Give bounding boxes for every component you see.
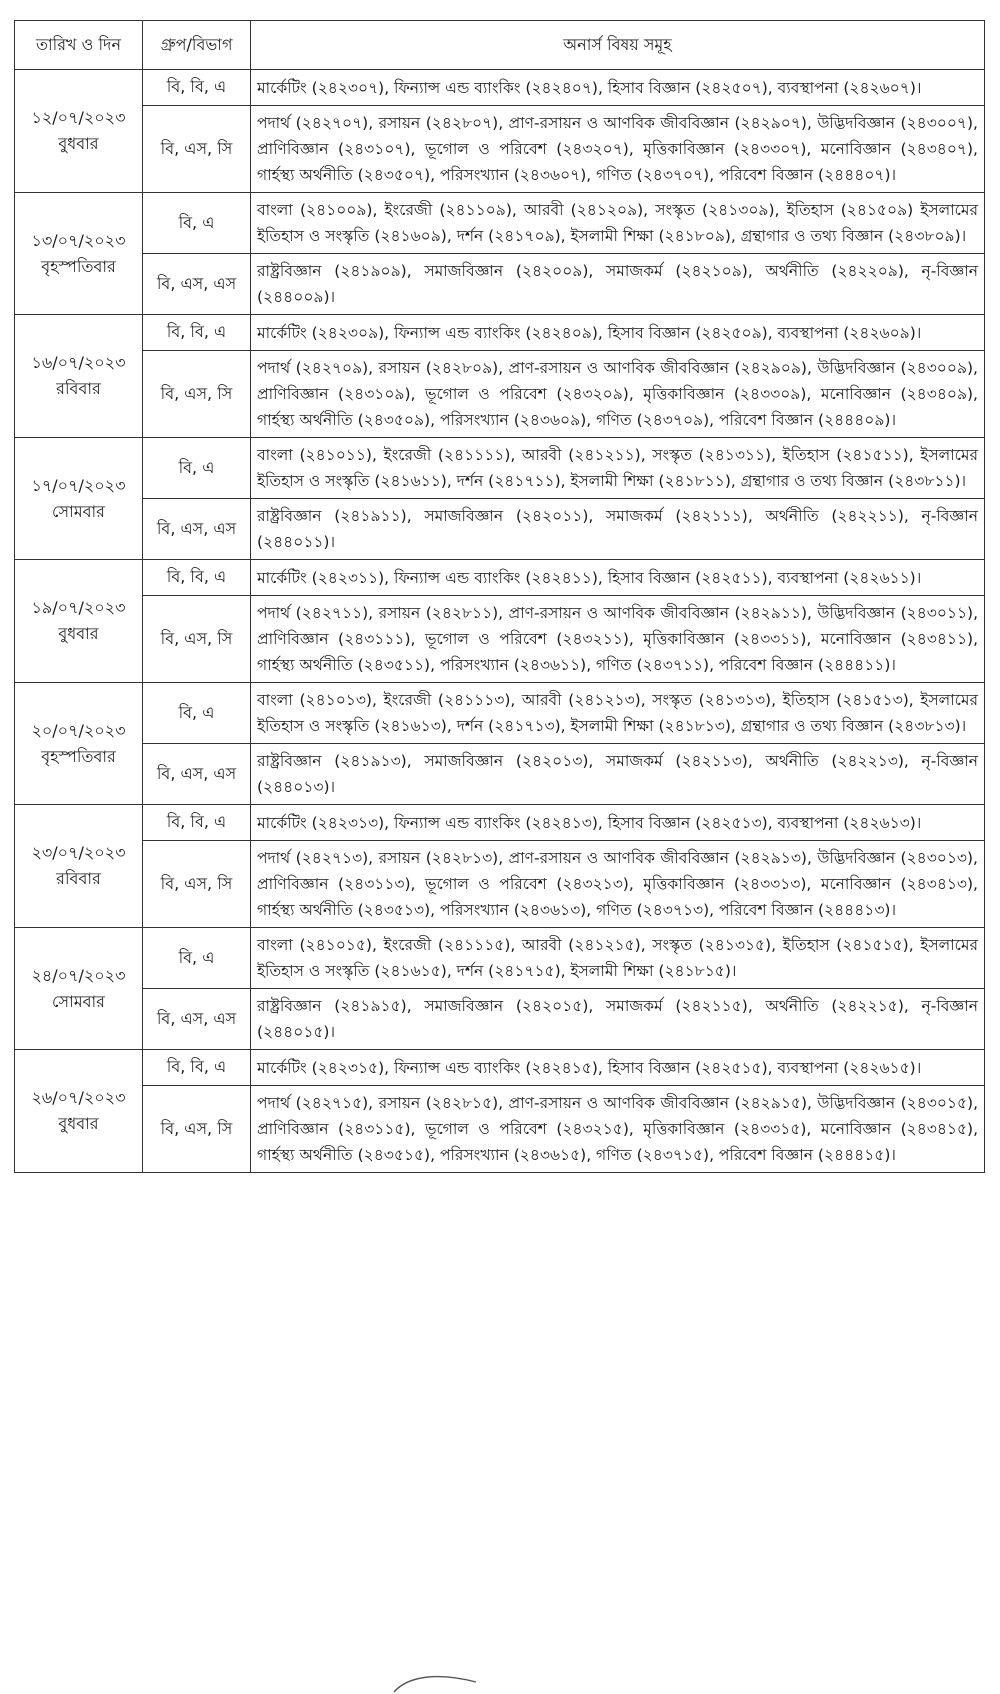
group-cell: বি, এ	[143, 683, 251, 744]
subjects-cell: পদার্থ (২৪২৭১৩), রসায়ন (২৪২৮১৩), প্রাণ-রসায়ন ও আণবিক জীববিজ্ঞান (২৪২৯১৩), উদ্ভিদবিজ্ঞান (২৪৩০১৩), প্রাণিবিজ্ঞান (২৪৩১১৩), ভূগোল ও পরিবেশ (২৪৩২১৩), মৃত্তিকাবিজ্ঞান (২৪৩৩১৩), মনোবিজ্ঞান (২৪৩৪১৩), গার্হস্থ্য অর্থনীতি (২৪৩৫১৩), পরিসংখ্যান (২৪৩৬১৩), গণিত (২৪৩৭১৩), পরিবেশ বিজ্ঞান (২৪৪৪১৩)।	[251, 841, 985, 928]
date-cell	[15, 805, 143, 928]
exam-weekday: বৃহস্পতিবার	[41, 746, 116, 766]
subjects-cell: বাংলা (২৪১০১৩), ইংরেজী (২৪১১১৩), আরবী (২৪১২১৩), সংস্কৃত (২৪১৩১৩), ইতিহাস (২৪১৫১৩), ইসলামের ইতিহাস ও সংস্কৃতি (২৪১৬১৩), দর্শন (২৪১৭১৩), ইসলামী শিক্ষা (২৪১৮১৩), গ্রন্থাগার ও তথ্য বিজ্ঞান (২৪৩৮১৩)।	[251, 683, 985, 744]
exam-weekday: বুধবার	[58, 1114, 99, 1133]
group-cell: বি, এস, সি	[143, 841, 251, 928]
group-cell: বি, এ	[143, 193, 251, 254]
date-cell	[15, 1050, 143, 1173]
subjects-cell: মার্কেটিং (২৪২৩১৫), ফিন্যান্স এন্ড ব্যাংকিং (২৪২৪১৫), হিসাব বিজ্ঞান (২৪২৫১৫), ব্যবস্থাপনা (২৪২৬১৫)।	[251, 1050, 985, 1086]
date-cell	[15, 560, 143, 683]
exam-weekday: বৃহস্পতিবার	[41, 256, 116, 276]
subjects-cell: রাষ্ট্রবিজ্ঞান (২৪১৯১১), সমাজবিজ্ঞান (২৪২০১১), সমাজকর্ম (২৪২১১১), অর্থনীতি (২৪২২১১), নৃ-বিজ্ঞান (২৪৪০১১)।	[251, 499, 985, 560]
subjects-cell: পদার্থ (২৪২৭০৭), রসায়ন (২৪২৮০৭), প্রাণ-রসায়ন ও আণবিক জীববিজ্ঞান (২৪২৯০৭), উদ্ভিদবিজ্ঞান (২৪৩০০৭), প্রাণিবিজ্ঞান (২৪৩১০৭), ভূগোল ও পরিবেশ (২৪৩২০৭), মৃত্তিকাবিজ্ঞান (২৪৩৩০৭), মনোবিজ্ঞান (২৪৩৪০৭), গার্হস্থ্য অর্থনীতি (২৪৩৫০৭), পরিসংখ্যান (২৪৩৬০৭), গণিত (২৪৩৭০৭), পরিবেশ বিজ্ঞান (২৪৪৪০৭)।	[251, 106, 985, 193]
schedule-row	[15, 560, 985, 596]
schedule-row	[15, 928, 985, 989]
exam-date: ১৩/০৭/২০২৩	[31, 230, 126, 250]
group-cell: বি, এ	[143, 928, 251, 989]
date-cell	[15, 438, 143, 560]
exam-date: ১২/০৭/২০২৩	[31, 108, 126, 127]
subjects-cell: মার্কেটিং (২৪২৩০৭), ফিন্যান্স এন্ড ব্যাংকিং (২৪২৪০৭), হিসাব বিজ্ঞান (২৪২৫০৭), ব্যবস্থাপনা (২৪২৬০৭)।	[251, 70, 985, 106]
schedule-row	[15, 744, 985, 805]
subjects-cell: মার্কেটিং (২৪২৩১৩), ফিন্যান্স এন্ড ব্যাংকিং (২৪২৪১৩), হিসাব বিজ্ঞান (২৪২৫১৩), ব্যবস্থাপনা (২৪২৬১৩)।	[251, 805, 985, 841]
exam-schedule-table	[14, 20, 985, 1173]
schedule-row	[15, 315, 985, 351]
schedule-body	[15, 70, 985, 1173]
exam-weekday: সোমবার	[52, 501, 105, 521]
subjects-cell: মার্কেটিং (২৪২৩০৯), ফিন্যান্স এন্ড ব্যাংকিং (২৪২৪০৯), হিসাব বিজ্ঞান (২৪২৫০৯), ব্যবস্থাপনা (২৪২৬০৯)।	[251, 315, 985, 351]
schedule-row	[15, 254, 985, 315]
group-cell: বি, এস, সি	[143, 1086, 251, 1173]
schedule-row	[15, 1086, 985, 1173]
group-column-header: গ্রুপ/বিভাগ	[143, 21, 251, 70]
group-cell: বি, এ	[143, 438, 251, 499]
subjects-cell: বাংলা (২৪১০১১), ইংরেজী (২৪১১১১), আরবী (২৪১২১১), সংস্কৃত (২৪১৩১১), ইতিহাস (২৪১৫১১), ইসলামের ইতিহাস ও সংস্কৃতি (২৪১৬১১), দর্শন (২৪১৭১১), ইসলামী শিক্ষা (২৪১৮১১), গ্রন্থাগার ও তথ্য বিজ্ঞান (২৪৩৮১১)।	[251, 438, 985, 499]
group-cell: বি, বি, এ	[143, 70, 251, 106]
schedule-row	[15, 438, 985, 499]
subjects-cell: বাংলা (২৪১০১৫), ইংরেজী (২৪১১১৫), আরবী (২৪১২১৫), সংস্কৃত (২৪১৩১৫), ইতিহাস (২৪১৫১৫), ইসলামের ইতিহাস ও সংস্কৃতি (২৪১৬১৫), দর্শন (২৪১৭১৫), ইসলামী শিক্ষা (২৪১৮১৫)।	[251, 928, 985, 989]
exam-date: ২৬/০৭/২০২৩	[31, 1088, 126, 1107]
subjects-column-header: অনার্স বিষয় সমূহ	[251, 21, 985, 70]
date-cell	[15, 315, 143, 438]
schedule-row	[15, 193, 985, 254]
subjects-cell: পদার্থ (২৪২৭১৫), রসায়ন (২৪২৮১৫), প্রাণ-রসায়ন ও আণবিক জীববিজ্ঞান (২৪২৯১৫), উদ্ভিদবিজ্ঞান (২৪৩০১৫), প্রাণিবিজ্ঞান (২৪৩১১৫), ভূগোল ও পরিবেশ (২৪৩২১৫), মৃত্তিকাবিজ্ঞান (২৪৩৩১৫), মনোবিজ্ঞান (২৪৩৪১৫), গার্হস্থ্য অর্থনীতি (২৪৩৫১৫), পরিসংখ্যান (২৪৩৬১৫), গণিত (২৪৩৭১৫), পরিবেশ বিজ্ঞান (২৪৪৪১৫)।	[251, 1086, 985, 1173]
exam-date: ২৩/০৭/২০২৩	[31, 843, 126, 862]
exam-weekday: রবিবার	[56, 869, 101, 888]
schedule-row	[15, 351, 985, 438]
date-cell	[15, 683, 143, 805]
group-cell: বি, এস, এস	[143, 499, 251, 560]
schedule-row	[15, 1050, 985, 1086]
subjects-cell: রাষ্ট্রবিজ্ঞান (২৪১৯১৫), সমাজবিজ্ঞান (২৪২০১৫), সমাজকর্ম (২৪২১১৫), অর্থনীতি (২৪২২১৫), নৃ-বিজ্ঞান (২৪৪০১৫)।	[251, 989, 985, 1050]
schedule-row	[15, 841, 985, 928]
schedule-row	[15, 683, 985, 744]
schedule-row	[15, 989, 985, 1050]
group-cell: বি, এস, এস	[143, 989, 251, 1050]
group-cell: বি, এস, এস	[143, 254, 251, 315]
schedule-row	[15, 499, 985, 560]
group-cell: বি, বি, এ	[143, 1050, 251, 1086]
date-cell	[15, 193, 143, 315]
header-row	[15, 21, 985, 70]
exam-date: ১৯/০৭/২০২৩	[31, 598, 126, 617]
exam-date: ২০/০৭/২০২৩	[31, 720, 126, 740]
exam-weekday: বুধবার	[58, 134, 99, 153]
subjects-cell: পদার্থ (২৪২৭০৯), রসায়ন (২৪২৮০৯), প্রাণ-রসায়ন ও আণবিক জীববিজ্ঞান (২৪২৯০৯), উদ্ভিদবিজ্ঞান (২৪৩০০৯), প্রাণিবিজ্ঞান (২৪৩১০৯), ভূগোল ও পরিবেশ (২৪৩২০৯), মৃত্তিকাবিজ্ঞান (২৪৩৩০৯), মনোবিজ্ঞান (২৪৩৪০৯), গার্হস্থ্য অর্থনীতি (২৪৩৫০৯), পরিসংখ্যান (২৪৩৬০৯), গণিত (২৪৩৭০৯), পরিবেশ বিজ্ঞান (২৪৪৪০৯)।	[251, 351, 985, 438]
schedule-row	[15, 805, 985, 841]
date-cell	[15, 928, 143, 1050]
group-cell: বি, এস, এস	[143, 744, 251, 805]
schedule-row	[15, 106, 985, 193]
schedule-row	[15, 70, 985, 106]
group-cell: বি, বি, এ	[143, 315, 251, 351]
signature-stroke	[390, 1670, 480, 1694]
exam-weekday: বুধবার	[58, 624, 99, 643]
subjects-cell: রাষ্ট্রবিজ্ঞান (২৪১৯১৩), সমাজবিজ্ঞান (২৪২০১৩), সমাজকর্ম (২৪২১১৩), অর্থনীতি (২৪২২১৩), নৃ-বিজ্ঞান (২৪৪০১৩)।	[251, 744, 985, 805]
schedule-row	[15, 596, 985, 683]
exam-weekday: রবিবার	[56, 379, 101, 398]
exam-weekday: সোমবার	[52, 991, 105, 1011]
subjects-cell: বাংলা (২৪১০০৯), ইংরেজী (২৪১১০৯), আরবী (২৪১২০৯), সংস্কৃত (২৪১৩০৯), ইতিহাস (২৪১৫০৯) ইসলামের ইতিহাস ও সংস্কৃতি (২৪১৬০৯), দর্শন (২৪১৭০৯), ইসলামী শিক্ষা (২৪১৮০৯), গ্রন্থাগার ও তথ্য বিজ্ঞান (২৪৩৮০৯)।	[251, 193, 985, 254]
subjects-cell: পদার্থ (২৪২৭১১), রসায়ন (২৪২৮১১), প্রাণ-রসায়ন ও আণবিক জীববিজ্ঞান (২৪২৯১১), উদ্ভিদবিজ্ঞান (২৪৩০১১), প্রাণিবিজ্ঞান (২৪৩১১১), ভূগোল ও পরিবেশ (২৪৩২১১), মৃত্তিকাবিজ্ঞান (২৪৩৩১১), মনোবিজ্ঞান (২৪৩৪১১), গার্হস্থ্য অর্থনীতি (২৪৩৫১১), পরিসংখ্যান (২৪৩৬১১), গণিত (২৪৩৭১১), পরিবেশ বিজ্ঞান (২৪৪৪১১)।	[251, 596, 985, 683]
group-cell: বি, বি, এ	[143, 805, 251, 841]
subjects-cell: মার্কেটিং (২৪২৩১১), ফিন্যান্স এন্ড ব্যাংকিং (২৪২৪১১), হিসাব বিজ্ঞান (২৪২৫১১), ব্যবস্থাপনা (২৪২৬১১)।	[251, 560, 985, 596]
date-cell	[15, 70, 143, 193]
exam-date: ১৭/০৭/২০২৩	[31, 475, 126, 495]
subjects-cell: রাষ্ট্রবিজ্ঞান (২৪১৯০৯), সমাজবিজ্ঞান (২৪২০০৯), সমাজকর্ম (২৪২১০৯), অর্থনীতি (২৪২২০৯), নৃ-বিজ্ঞান (২৪৪০০৯)।	[251, 254, 985, 315]
exam-date: ২৪/০৭/২০২৩	[31, 965, 126, 985]
exam-schedule-sheet	[14, 20, 984, 1173]
date-column-header: তারিখ ও দিন	[15, 21, 143, 70]
group-cell: বি, বি, এ	[143, 560, 251, 596]
group-cell: বি, এস, সি	[143, 106, 251, 193]
exam-date: ১৬/০৭/২০২৩	[31, 353, 126, 372]
group-cell: বি, এস, সি	[143, 351, 251, 438]
group-cell: বি, এস, সি	[143, 596, 251, 683]
